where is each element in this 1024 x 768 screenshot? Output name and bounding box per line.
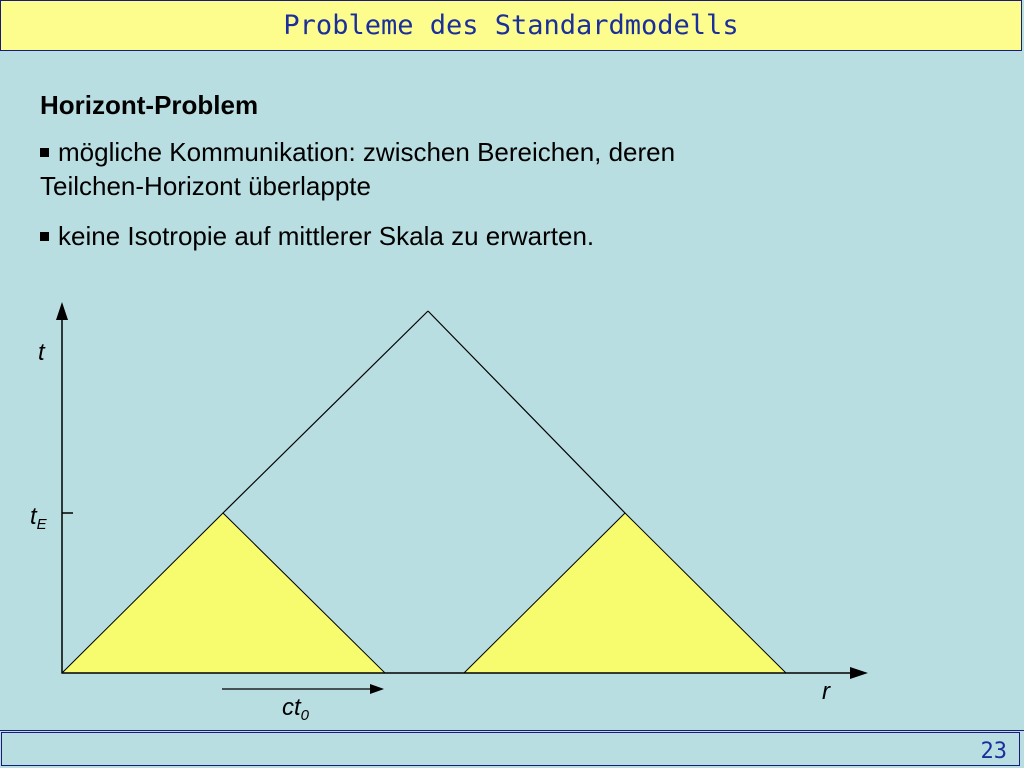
ct0-arrow-icon	[370, 684, 384, 694]
r-axis-arrow-icon	[850, 667, 868, 679]
t-axis-label: t	[38, 339, 45, 366]
right-light-cone	[464, 513, 786, 673]
ct0-label-sub: 0	[300, 707, 310, 724]
tE-label	[30, 503, 48, 533]
page-number: 23	[980, 739, 1007, 764]
left-light-cone	[62, 513, 385, 673]
tE-label-main: t	[30, 503, 37, 530]
tE-label-sub: E	[36, 516, 47, 533]
section-heading: Horizont-Problem	[40, 90, 259, 120]
bullet-text-line1: keine Isotropie auf mittlerer Skala zu erwarten.	[58, 221, 595, 251]
ct0-label-main: ct	[282, 694, 301, 721]
t-axis-arrow-icon	[56, 302, 68, 320]
large-cone-left-edge	[223, 311, 428, 513]
large-cone-right-edge	[428, 311, 625, 513]
bullet-text-line2: Teilchen-Horizont überlappte	[40, 171, 371, 201]
ct0-label	[282, 694, 310, 724]
footer-bar	[0, 730, 1024, 768]
r-axis-label: r	[822, 678, 830, 705]
bullet-text-line1: mögliche Kommunikation: zwischen Bereichen, deren	[58, 137, 676, 167]
slide-title: Probleme des Standardmodells	[283, 10, 739, 41]
footer-frame	[1, 732, 1020, 766]
